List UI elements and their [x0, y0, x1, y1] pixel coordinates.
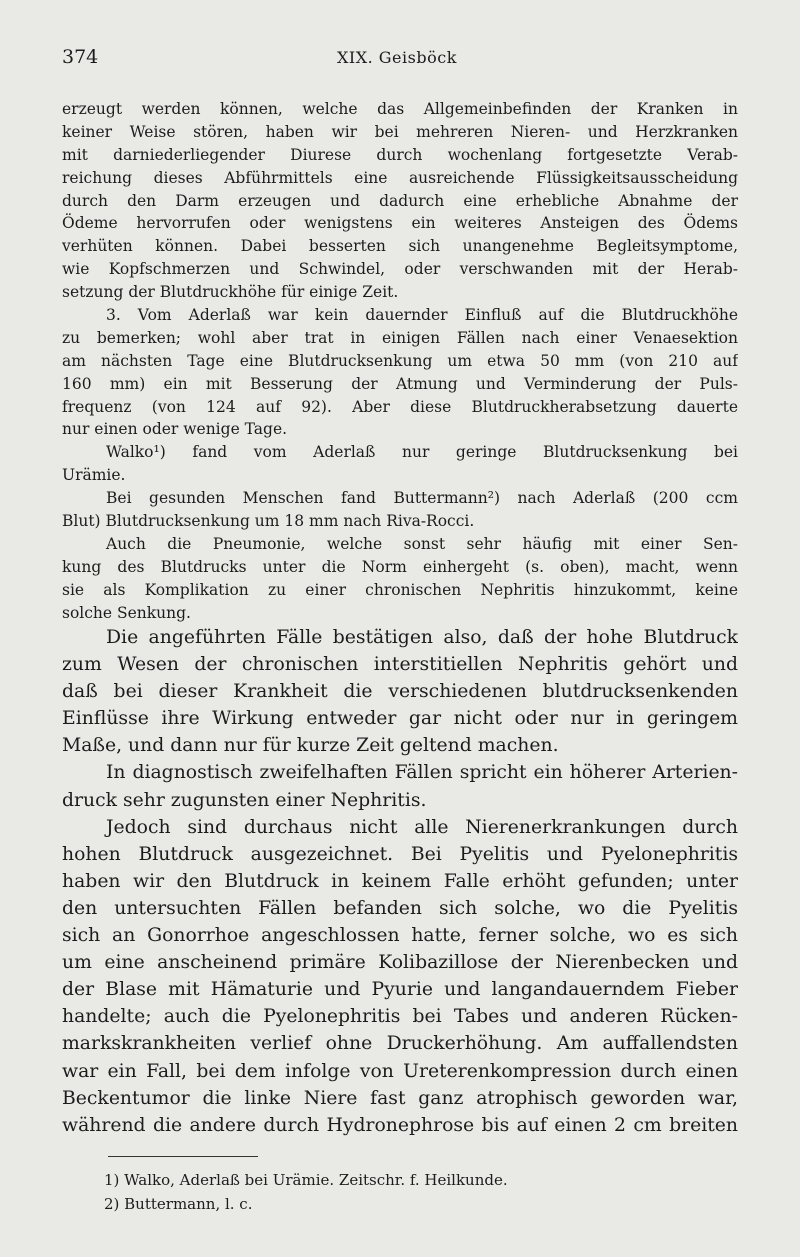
text-line: 160 mm) ein mit Besserung der Atmung und Verminderung der Puls- [62, 374, 738, 393]
text-line: haben wir den Blutdruck in keinem Falle erhöht gefunden; unter [62, 870, 738, 892]
text-line: hohen Blutdruck ausgezeichnet. Bei Pyelitis und Pyelonephritis [62, 843, 738, 865]
page-number: 374 [62, 46, 99, 68]
text-line: nur einen oder wenige Tage. [62, 420, 288, 439]
text-line: markskrankheiten verlief ohne Druckerhöhung. Am auffallendsten [62, 1033, 738, 1055]
text-line: zum Wesen der chronischen interstitiellen Nephritis gehört und [62, 654, 738, 676]
text-line: Einflüsse ihre Wirkung entweder gar nicht oder nur in geringem [62, 708, 738, 730]
text-line: um eine anscheinend primäre Kolibazillose der Nierenbecken und [62, 952, 738, 974]
text-line: verhüten können. Dabei besserten sich unangenehme Begleitsymptome, [62, 237, 738, 256]
text-line: Jedoch sind durchaus nicht alle Nierenerkrankungen durch [106, 816, 738, 838]
text-line: 3. Vom Aderlaß war kein dauernder Einfluß auf die Blutdruckhöhe [106, 306, 738, 325]
text-line: kung des Blutdrucks unter die Norm einhergeht (s. oben), macht, wenn [62, 557, 738, 576]
text-line: Bei gesunden Menschen fand Buttermann²) nach Aderlaß (200 ccm [106, 489, 738, 508]
footnote-1: 1) Walko, Aderlaß bei Urämie. Zeitschr. f. Heilkunde. [104, 1171, 508, 1189]
text-line: Maße, und dann nur für kurze Zeit geltend machen. [62, 735, 559, 757]
text-line: der Blase mit Hämaturie und Pyurie und langandauerndem Fieber [62, 979, 738, 1001]
text-line: Beckentumor die linke Niere fast ganz atrophisch geworden war, [62, 1087, 738, 1109]
text-line: In diagnostisch zweifelhaften Fällen spricht ein höherer Arterien- [106, 762, 738, 784]
text-line: sich an Gonorrhoe angeschlossen hatte, ferner solche, wo es sich [62, 925, 738, 947]
small-print-section [62, 98, 738, 624]
text-line: durch den Darm erzeugen und dadurch eine erhebliche Abnahme der [62, 191, 738, 210]
text-line: Die angeführten Fälle bestätigen also, daß der hohe Blutdruck [106, 627, 738, 648]
text-line: solche Senkung. [62, 603, 191, 622]
text-line: setzung der Blutdruckhöhe für einige Zeit. [62, 283, 399, 302]
text-line: mit darniederliegender Diurese durch wochenlang fortgesetzte Verab- [62, 145, 738, 164]
main-text-section [62, 624, 738, 1139]
text-line: zu bemerken; wohl aber trat in einigen Fällen nach einer Venaesektion [62, 328, 738, 347]
text-line: Urämie. [62, 466, 126, 485]
text-line: frequenz (von 124 auf 92). Aber diese Blutdruckherabsetzung dauerte [62, 397, 738, 416]
text-line: sie als Komplikation zu einer chronischen Nephritis hinzukommt, keine [62, 580, 738, 599]
text-line: Blut) Blutdrucksenkung um 18 mm nach Riva-Rocci. [62, 512, 475, 531]
footnote-divider [108, 1156, 258, 1157]
text-line: erzeugt werden können, welche das Allgemeinbefinden der Kranken in [62, 100, 738, 118]
text-line: keiner Weise stören, haben wir bei mehreren Nieren- und Herzkranken [62, 122, 738, 141]
text-line: handelte; auch die Pyelonephritis bei Tabes und anderen Rücken- [62, 1006, 738, 1028]
text-line: während die andere durch Hydronephrose bis auf einen 2 cm breiten [62, 1114, 738, 1136]
text-line: reichung dieses Abführmittels eine ausreichende Flüssigkeitsausscheidung [62, 168, 738, 187]
text-line: daß bei dieser Krankheit die verschiedenen blutdrucksenkenden [62, 681, 738, 703]
text-line: Walko¹) fand vom Aderlaß nur geringe Blutdrucksenkung bei [106, 443, 738, 462]
text-line: druck sehr zugunsten einer Nephritis. [62, 789, 427, 811]
text-line: wie Kopfschmerzen und Schwindel, oder verschwanden mit der Herab- [62, 260, 738, 279]
text-line: war ein Fall, bei dem infolge von Ureterenkompression durch einen [62, 1060, 738, 1082]
running-head: XIX. Geisböck [337, 48, 457, 67]
text-line: Ödeme hervorrufen oder wenigstens ein weiteres Ansteigen des Ödems [62, 214, 738, 233]
text-line: den untersuchten Fällen befanden sich solche, wo die Pyelitis [62, 897, 738, 919]
footnote-2: 2) Buttermann, l. c. [104, 1195, 253, 1213]
text-line: am nächsten Tage eine Blutdrucksenkung um etwa 50 mm (von 210 auf [62, 351, 738, 370]
text-line: Auch die Pneumonie, welche sonst sehr häufig mit einer Sen- [106, 534, 738, 553]
page-header [62, 46, 738, 76]
footnotes [104, 1168, 744, 1216]
